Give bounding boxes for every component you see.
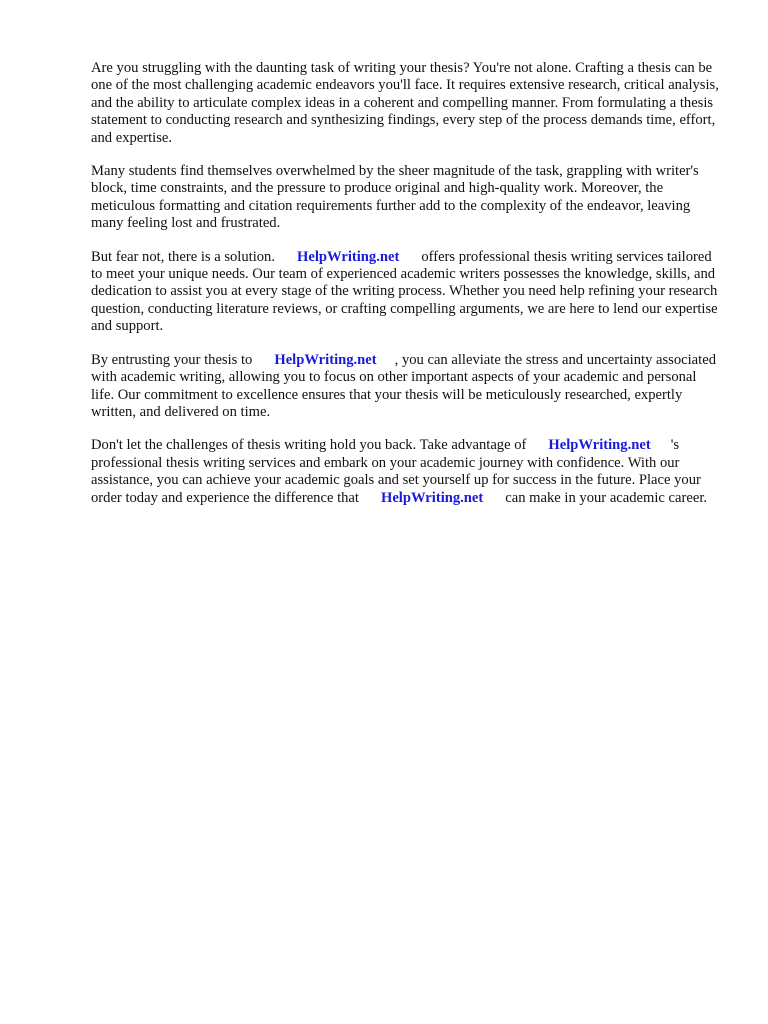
document-body (91, 60, 723, 523)
paragraph-3 (91, 249, 723, 336)
helpwriting-link-2[interactable]: HelpWriting.net (274, 351, 377, 368)
paragraph-3-text-after: offers professional thesis writing services tailored to meet your unique needs. Our team of experienced academic writers possesses the knowledge, skills, and dedication to assist you at every stage of the writing process. Whether you need help refining your research question, conducting literature reviews, or crafting compelling arguments, we are here to lend our expertise and support. (91, 248, 718, 335)
paragraph-5-text-before: Don't let the challenges of thesis writing hold you back. Take advantage of (91, 437, 527, 454)
paragraph-5-text-after: can make in your academic career. (505, 489, 708, 506)
paragraph-5-text-middle: 's professional thesis writing services and embark on your academic journey with confidence. With our assistance, you can achieve your academic goals and set yourself up for success in the future. Place your order today and experience the difference that (91, 437, 701, 506)
helpwriting-link-1[interactable]: HelpWriting.net (297, 248, 400, 265)
paragraph-4-text-before: By entrusting your thesis to (91, 351, 253, 368)
helpwriting-link-3[interactable]: HelpWriting.net (548, 437, 651, 454)
paragraph-2 (91, 163, 723, 233)
paragraph-4-text-after: , you can alleviate the stress and uncertainty associated with academic writing, allowing you to focus on other important aspects of your academic and personal life. Our commitment to excellence ensures that your thesis will be meticulously researched, expertly written, and delivered on time. (91, 351, 716, 420)
paragraph-5 (91, 437, 723, 507)
paragraph-2-text: Many students find themselves overwhelmed by the sheer magnitude of the task, grappling with writer's block, time constraints, and the pressure to produce original and high-quality work. Moreover, the meticulous formatting and citation requirements further add to the complexity of the endeavor, leaving many feeling lost and frustrated. (91, 163, 699, 232)
paragraph-3-text-before: But fear not, there is a solution. (91, 248, 276, 265)
paragraph-1-text: Are you struggling with the daunting task of writing your thesis? You're not alone. Crafting a thesis can be one of the most challenging academic endeavors you'll face. It requires extensive research, critical analysis, and the ability to articulate complex ideas in a coherent and compelling manner. From formulating a thesis statement to conducting research and synthesizing findings, every step of the process demands time, effort, and expertise. (91, 60, 719, 146)
paragraph-4 (91, 352, 723, 422)
helpwriting-link-4[interactable]: HelpWriting.net (380, 489, 484, 506)
paragraph-1 (91, 60, 723, 147)
